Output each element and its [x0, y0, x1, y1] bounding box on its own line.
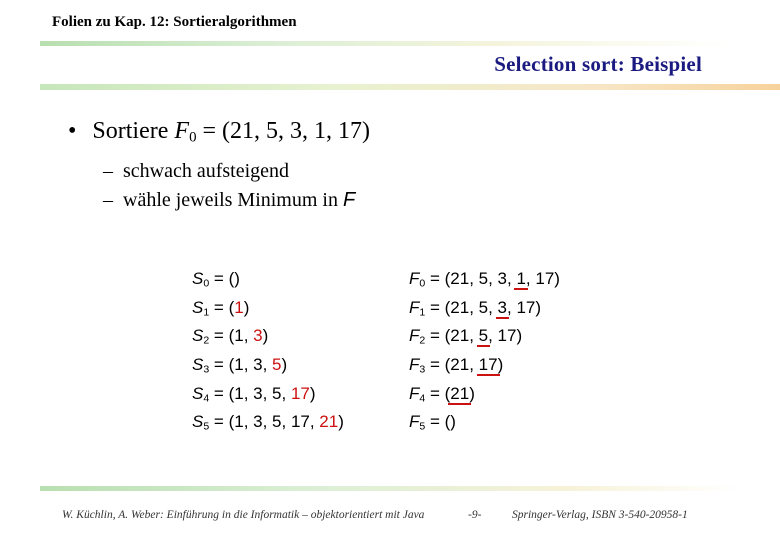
s-suffix: ): [234, 269, 240, 288]
f-sub: 2: [419, 334, 426, 347]
s-row: [192, 410, 344, 439]
s-suffix: ): [309, 383, 316, 403]
f-sub: 5: [419, 420, 426, 433]
title-rule: [40, 84, 780, 90]
f-sub: 3: [419, 363, 426, 376]
s-new-element: 5: [272, 354, 282, 374]
f-row: [409, 324, 560, 353]
s-sub: 3: [203, 363, 210, 376]
sub-bullet: [103, 157, 355, 186]
f-sub: 0: [419, 277, 426, 290]
sub-bullet-text: wähle jeweils Minimum in: [123, 189, 343, 211]
f-row: [409, 382, 560, 411]
header-rule: [40, 41, 730, 46]
f-min-element: 21: [450, 382, 469, 406]
s-sub: 5: [203, 420, 210, 433]
s-var: S: [192, 412, 204, 432]
s-sub: 0: [203, 277, 210, 290]
s-suffix: ): [338, 412, 344, 432]
footer-publisher: Springer-Verlag, ISBN 3-540-20958-1: [512, 509, 688, 521]
dash-icon: –: [103, 160, 113, 182]
f-var: F: [409, 412, 420, 432]
bullet-text: Sortiere: [92, 118, 175, 144]
f-sub: 1: [419, 306, 426, 319]
s-sub: 1: [203, 306, 210, 319]
f-row: [409, 410, 560, 439]
f-var: F: [409, 269, 420, 288]
f-prefix: = (21, 5, 3,: [425, 269, 517, 288]
f-prefix: = (): [425, 412, 456, 432]
f-suffix: , 17): [525, 269, 560, 288]
f-prefix: = (21,: [425, 326, 479, 346]
f-var: F: [409, 383, 420, 403]
f-sub: 4: [419, 392, 426, 405]
f-var: F: [409, 297, 420, 317]
s-new-element: 1: [234, 297, 244, 317]
s-suffix: ): [243, 297, 250, 317]
f-var: F: [409, 354, 420, 374]
f-min-element: 17: [479, 353, 498, 377]
bullet-value: = (21, 5, 3, 1, 17): [196, 118, 371, 144]
bullet-var: F: [174, 118, 190, 144]
s-prefix: = (1, 3, 5, 17,: [209, 412, 320, 432]
f-row: [409, 267, 560, 296]
s-var: S: [192, 354, 204, 374]
f-prefix: = (: [425, 383, 451, 403]
bullet-icon: •: [68, 118, 77, 144]
s-row: [192, 353, 344, 382]
bullet-sub: 0: [189, 129, 197, 146]
s-var: S: [192, 269, 204, 288]
s-sub: 4: [203, 392, 210, 405]
f-row: [409, 296, 560, 325]
s-sub: 2: [203, 334, 210, 347]
s-suffix: ): [262, 326, 269, 346]
s-new-element: 17: [290, 383, 310, 403]
s-row: [192, 324, 344, 353]
f-suffix: ): [469, 383, 475, 403]
s-prefix: = (: [209, 297, 235, 317]
s-row: [192, 296, 344, 325]
f-suffix: , 17): [507, 297, 542, 317]
sub-bullet: [103, 186, 355, 215]
f-prefix: = (21, 5,: [425, 297, 498, 317]
slide-title: Selection sort: Beispiel: [494, 52, 702, 76]
header-title: Folien zu Kap. 12: Sortieralgorithmen: [52, 14, 297, 30]
sub-bullet-var: F: [342, 189, 356, 211]
s-row: [192, 382, 344, 411]
sub-bullet-list: [103, 157, 355, 215]
f-var: F: [409, 326, 420, 346]
s-suffix: ): [281, 354, 288, 374]
sub-bullet-text: schwach aufsteigend: [123, 160, 290, 182]
f-sequence-column: [409, 267, 560, 439]
page-number: -9-: [468, 509, 482, 521]
s-prefix: = (1, 3,: [209, 354, 273, 374]
s-var: S: [192, 326, 204, 346]
f-suffix: , 17): [488, 326, 523, 346]
footer-rule: [40, 486, 740, 491]
s-sequence-column: [192, 267, 344, 439]
f-min-element: 3: [498, 296, 507, 320]
f-row: [409, 353, 560, 382]
s-prefix: = (1,: [209, 326, 254, 346]
s-var: S: [192, 297, 204, 317]
s-prefix: = (1, 3, 5,: [209, 383, 291, 403]
s-new-element: 3: [253, 326, 263, 346]
s-var: S: [192, 383, 204, 403]
s-prefix: = (: [209, 269, 235, 288]
s-new-element: 21: [319, 412, 339, 432]
footer-citation: W. Küchlin, A. Weber: Einführung in die Informatik – objektorientiert mit Java: [62, 509, 425, 521]
f-min-element: 5: [479, 324, 488, 348]
dash-icon: –: [103, 189, 113, 211]
f-suffix: ): [497, 354, 504, 374]
s-row: [192, 267, 344, 296]
f-prefix: = (21,: [425, 354, 479, 374]
f-min-element: 1: [516, 267, 525, 291]
main-bullet: [68, 118, 370, 147]
